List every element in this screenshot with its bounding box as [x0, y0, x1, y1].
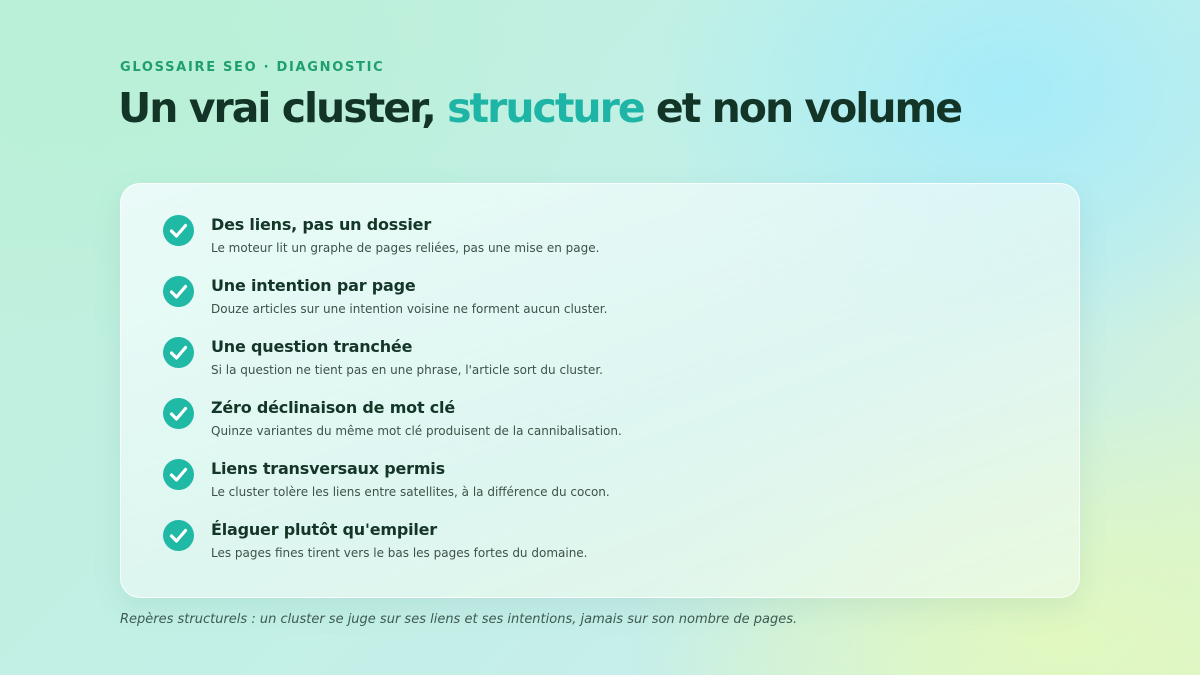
title-text-start: Un vrai cluster,: [118, 84, 448, 132]
checklist-item: [163, 519, 1023, 571]
item-title: Une question tranchée: [211, 337, 413, 356]
checklist-card: [120, 183, 1080, 598]
item-title: Élaguer plutôt qu'empiler: [211, 520, 437, 539]
item-title: Des liens, pas un dossier: [211, 215, 432, 234]
check-circle-icon: [163, 520, 194, 551]
item-description: Les pages fines tirent vers le bas les pages fortes du domaine.: [211, 546, 588, 560]
title-accent-word: structure: [447, 84, 644, 132]
check-circle-icon: [163, 215, 194, 246]
page-title: [118, 80, 961, 136]
item-description: Le cluster tolère les liens entre satellites, à la différence du cocon.: [211, 485, 610, 499]
footnote: Repères structurels : un cluster se juge sur ses liens et ses intentions, jamais sur son nombre de pages.: [120, 612, 798, 627]
checklist-item: [163, 275, 1023, 327]
item-title: Zéro déclinaison de mot clé: [211, 398, 455, 417]
check-circle-icon: [163, 337, 194, 368]
checklist-item: [163, 214, 1023, 266]
item-description: Quinze variantes du même mot clé produisent de la cannibalisation.: [211, 424, 622, 438]
item-description: Si la question ne tient pas en une phrase, l'article sort du cluster.: [211, 363, 603, 377]
checklist-item: [163, 397, 1023, 449]
checklist-item: [163, 336, 1023, 388]
check-circle-icon: [163, 459, 194, 490]
check-circle-icon: [163, 276, 194, 307]
eyebrow-label: GLOSSAIRE SEO · DIAGNOSTIC: [120, 60, 385, 75]
title-text-end: et non volume: [643, 84, 962, 132]
item-title: Liens transversaux permis: [211, 459, 445, 478]
item-description: Le moteur lit un graphe de pages reliées, pas une mise en page.: [211, 241, 600, 255]
check-circle-icon: [163, 398, 194, 429]
item-title: Une intention par page: [211, 276, 416, 295]
checklist-item: [163, 458, 1023, 510]
item-description: Douze articles sur une intention voisine ne forment aucun cluster.: [211, 302, 608, 316]
